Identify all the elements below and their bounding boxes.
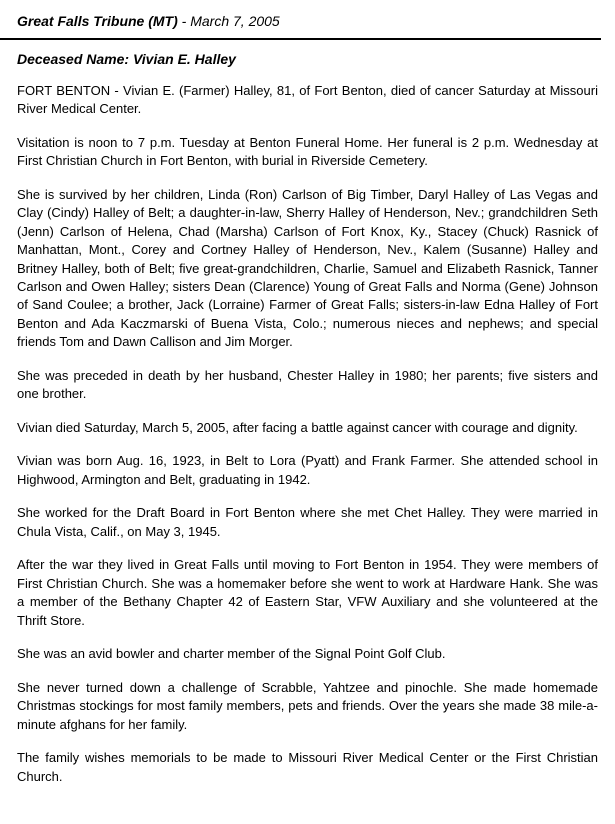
paragraph-survivors: She is survived by her children, Linda (Ron) Carlson of Big Timber, Daryl Halley of Las Vegas and Clay (Cindy) Halley of Belt; a daughter-in-law, Sherry Halley of Henderson, Nev.; grandchildren Seth (Jenn) Carlson of Helena, Chad (Marsha) Carlson of Fort Knox, Ky., Stacey (Chuck) Rasnick of Manhattan, Mont., Corey and Cortney Halley of Henderson, Nev., Kalem (Susanne) Halley and Britney Halley, both of Belt; five great-grandchildren, Charlie, Samuel and Elizabeth Rasnick, Tanner Carlson and Owen Halley; sisters Dean (Clarence) Young of Great Falls and Norma (Gene) Johnson of Sand Coulee; a brother, Jack (Lorraine) Farmer of Great Falls; sisters-in-law Edna Halley of Fort Benton and Ada Kaczmarski of Buena Vista, Colo.; numerous nieces and nephews; and special friends Tom and Dawn Callison and Jim Morger. [17,187,598,350]
paragraph-later-life: After the war they lived in Great Falls until moving to Fort Benton in 1954. They were members of First Christian Church. She was a homemaker before she went to work at Hardware Hank. She was a member of the Bethany Chapter 42 of Eastern Star, VFW Auxiliary and she volunteered at the Thrift Store. [17,557,598,628]
header-separator: - [181,13,187,29]
paragraph-hobbies: She never turned down a challenge of Scrabble, Yahtzee and pinochle. She made homemade Christmas stockings for most family members, pets and friends. Over the years she made 38 mile-a-minute afghans for her family. [17,679,598,732]
paragraph-golf: She was an avid bowler and charter member of the Signal Point Golf Club. [17,646,446,662]
publication-name: Great Falls Tribune (MT) [17,13,178,29]
paragraph-marriage: She worked for the Draft Board in Fort Benton where she met Chet Halley. They were married in Chula Vista, Calif., on May 3, 1945. [17,505,598,539]
paragraph-birth: Vivian was born Aug. 16, 1923, in Belt to Lora (Pyatt) and Frank Farmer. She attended school in Highwood, Armington and Belt, graduating in 1942. [17,453,598,487]
obituary-body [17,82,598,801]
header-divider [0,38,601,40]
paragraph-memorials: The family wishes memorials to be made to Missouri River Medical Center or the First Christian Church. [17,750,598,784]
deceased-name: Vivian E. Halley [132,51,236,67]
publication-date: March 7, 2005 [190,13,280,29]
paragraph-intro: FORT BENTON - Vivian E. (Farmer) Halley, 81, of Fort Benton, died of cancer Saturday at Missouri River Medical Center. [17,83,598,117]
article-header [17,12,280,30]
paragraph-services: Visitation is noon to 7 p.m. Tuesday at Benton Funeral Home. Her funeral is 2 p.m. Wednesday at First Christian Church in Fort Benton, with burial in Riverside Cemetery. [17,135,598,169]
deceased-label: Deceased Name: [17,51,130,67]
deceased-heading [17,50,236,68]
paragraph-death: Vivian died Saturday, March 5, 2005, after facing a battle against cancer with courage and dignity. [17,419,578,435]
paragraph-preceded: She was preceded in death by her husband, Chester Halley in 1980; her parents; five sisters and one brother. [17,367,598,402]
